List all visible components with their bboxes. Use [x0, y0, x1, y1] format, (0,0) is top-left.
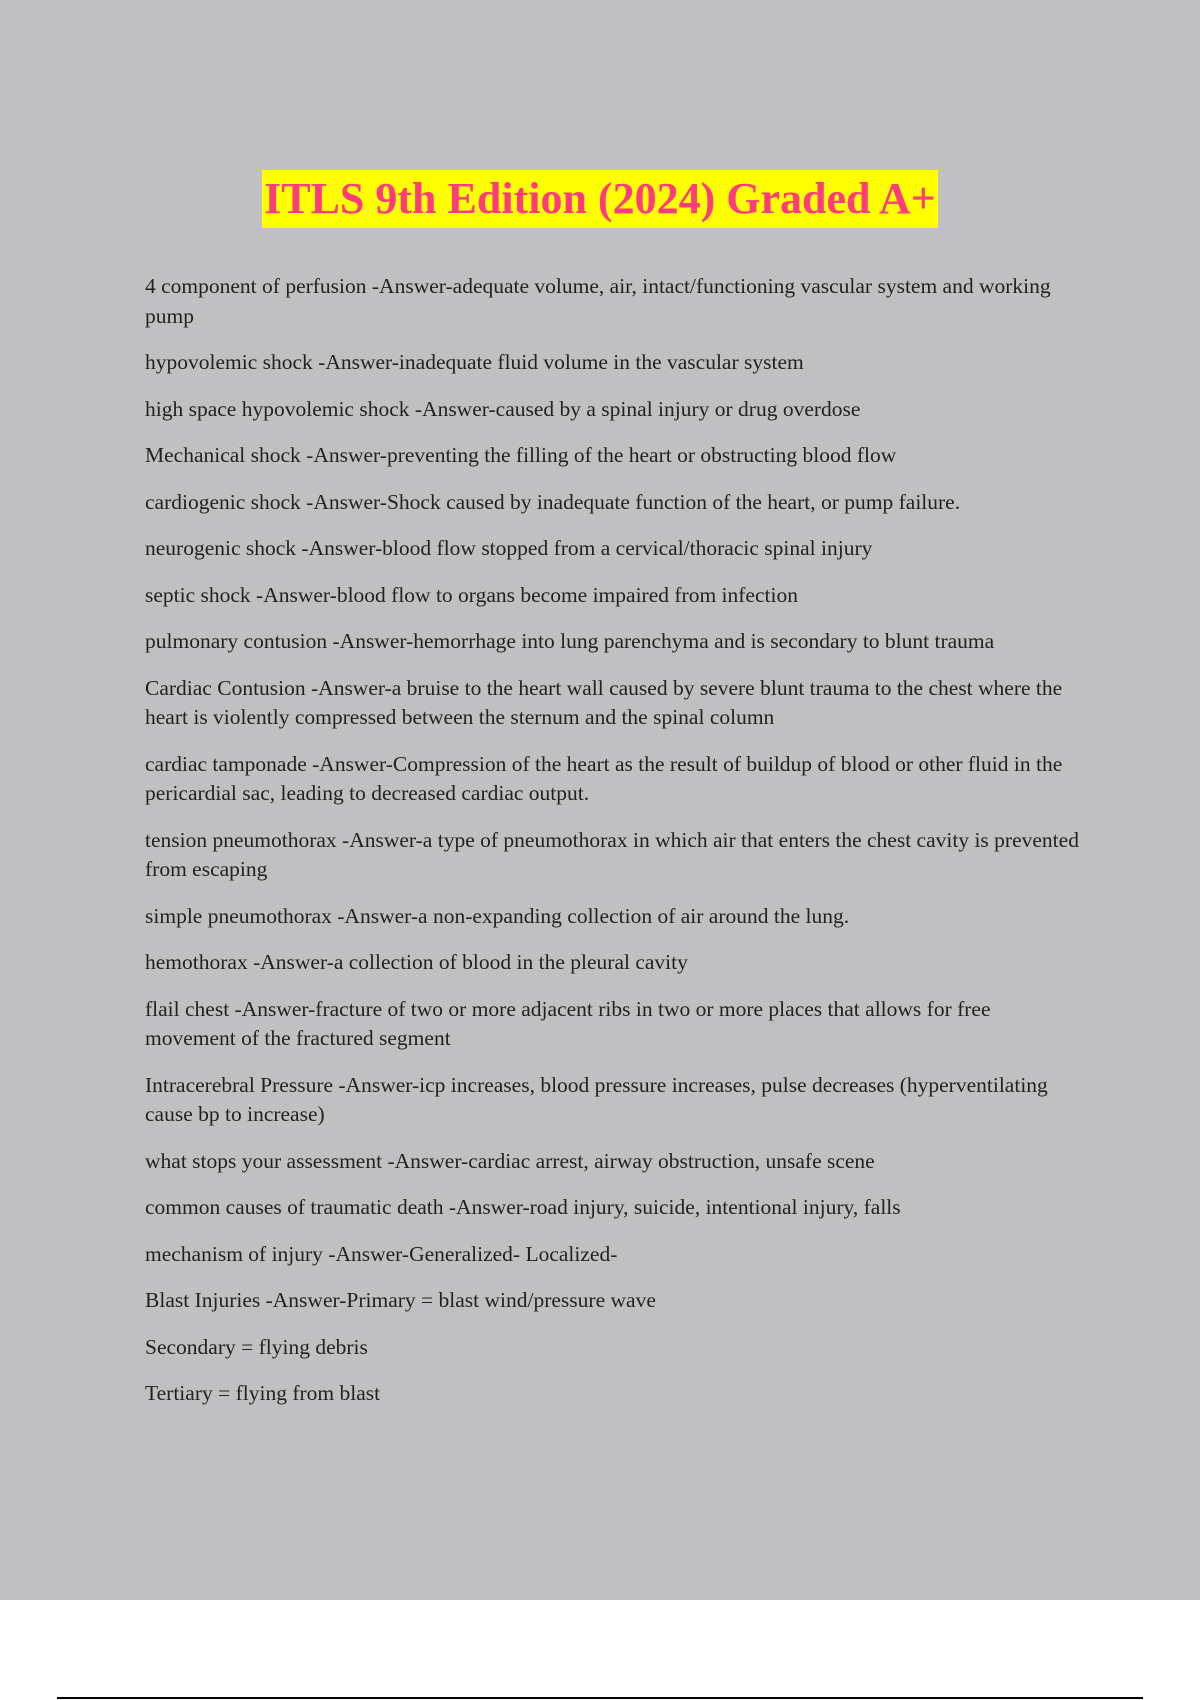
flashcard-entry: common causes of traumatic death -Answer-road injury, suicide, intentional injury, falls — [145, 1195, 901, 1219]
title-container — [0, 170, 1200, 228]
flashcard-entry: hypovolemic shock -Answer-inadequate fluid volume in the vascular system — [145, 350, 804, 374]
flashcard-entry: cardiac tamponade -Answer-Compression of the heart as the result of buildup of blood or other fluid in the pericardial sac, leading to decreased cardiac output. — [145, 751, 1063, 805]
flashcard-entry: high space hypovolemic shock -Answer-caused by a spinal injury or drug overdose — [145, 396, 861, 421]
flashcard-entry: Cardiac Contusion -Answer-a bruise to the heart wall caused by severe blunt trauma to the chest where the heart is violently compressed between the sternum and the spinal column — [145, 675, 1063, 729]
flashcard-entry: what stops your assessment -Answer-cardiac arrest, airway obstruction, unsafe scene — [145, 1148, 875, 1173]
flashcard-entry: Intracerebral Pressure -Answer-icp increases, blood pressure increases, pulse decreases (hyperventilating cause bp to increase) — [145, 1072, 1048, 1126]
flashcard-entry: cardiogenic shock -Answer-Shock caused by inadequate function of the heart, or pump failure. — [145, 489, 961, 514]
flashcard-entry: flail chest -Answer-fracture of two or more adjacent ribs in two or more places that allows for free movement of the fractured segment — [145, 996, 991, 1050]
flashcard-entry: septic shock -Answer-blood flow to organs become impaired from infection — [145, 582, 798, 607]
flashcard-entry: Tertiary = flying from blast — [145, 1381, 381, 1405]
flashcard-list — [145, 272, 1085, 1426]
flashcard-entry: mechanism of injury -Answer-Generalized- Localized- — [145, 1241, 618, 1266]
flashcard-entry: neurogenic shock -Answer-blood flow stopped from a cervical/thoracic spinal injury — [145, 536, 873, 560]
flashcard-entry: simple pneumothorax -Answer-a non-expanding collection of air around the lung. — [145, 903, 850, 928]
flashcard-entry: tension pneumothorax -Answer-a type of pneumothorax in which air that enters the chest cavity is prevented from escaping — [145, 827, 1079, 881]
flashcard-entry: pulmonary contusion -Answer-hemorrhage into lung parenchyma and is secondary to blunt trauma — [145, 629, 995, 653]
footer-divider — [57, 1697, 1143, 1699]
document-title: ITLS 9th Edition (2024) Graded A+ — [262, 170, 938, 228]
flashcard-entry: Mechanical shock -Answer-preventing the filling of the heart or obstructing blood flow — [145, 443, 897, 467]
flashcard-entry: Secondary = flying debris — [145, 1334, 368, 1359]
flashcard-entry: Blast Injuries -Answer-Primary = blast wind/pressure wave — [145, 1288, 656, 1312]
flashcard-entry: hemothorax -Answer-a collection of blood in the pleural cavity — [145, 950, 688, 974]
flashcard-entry: 4 component of perfusion -Answer-adequate volume, air, intact/functioning vascular system and working pump — [145, 274, 1051, 328]
